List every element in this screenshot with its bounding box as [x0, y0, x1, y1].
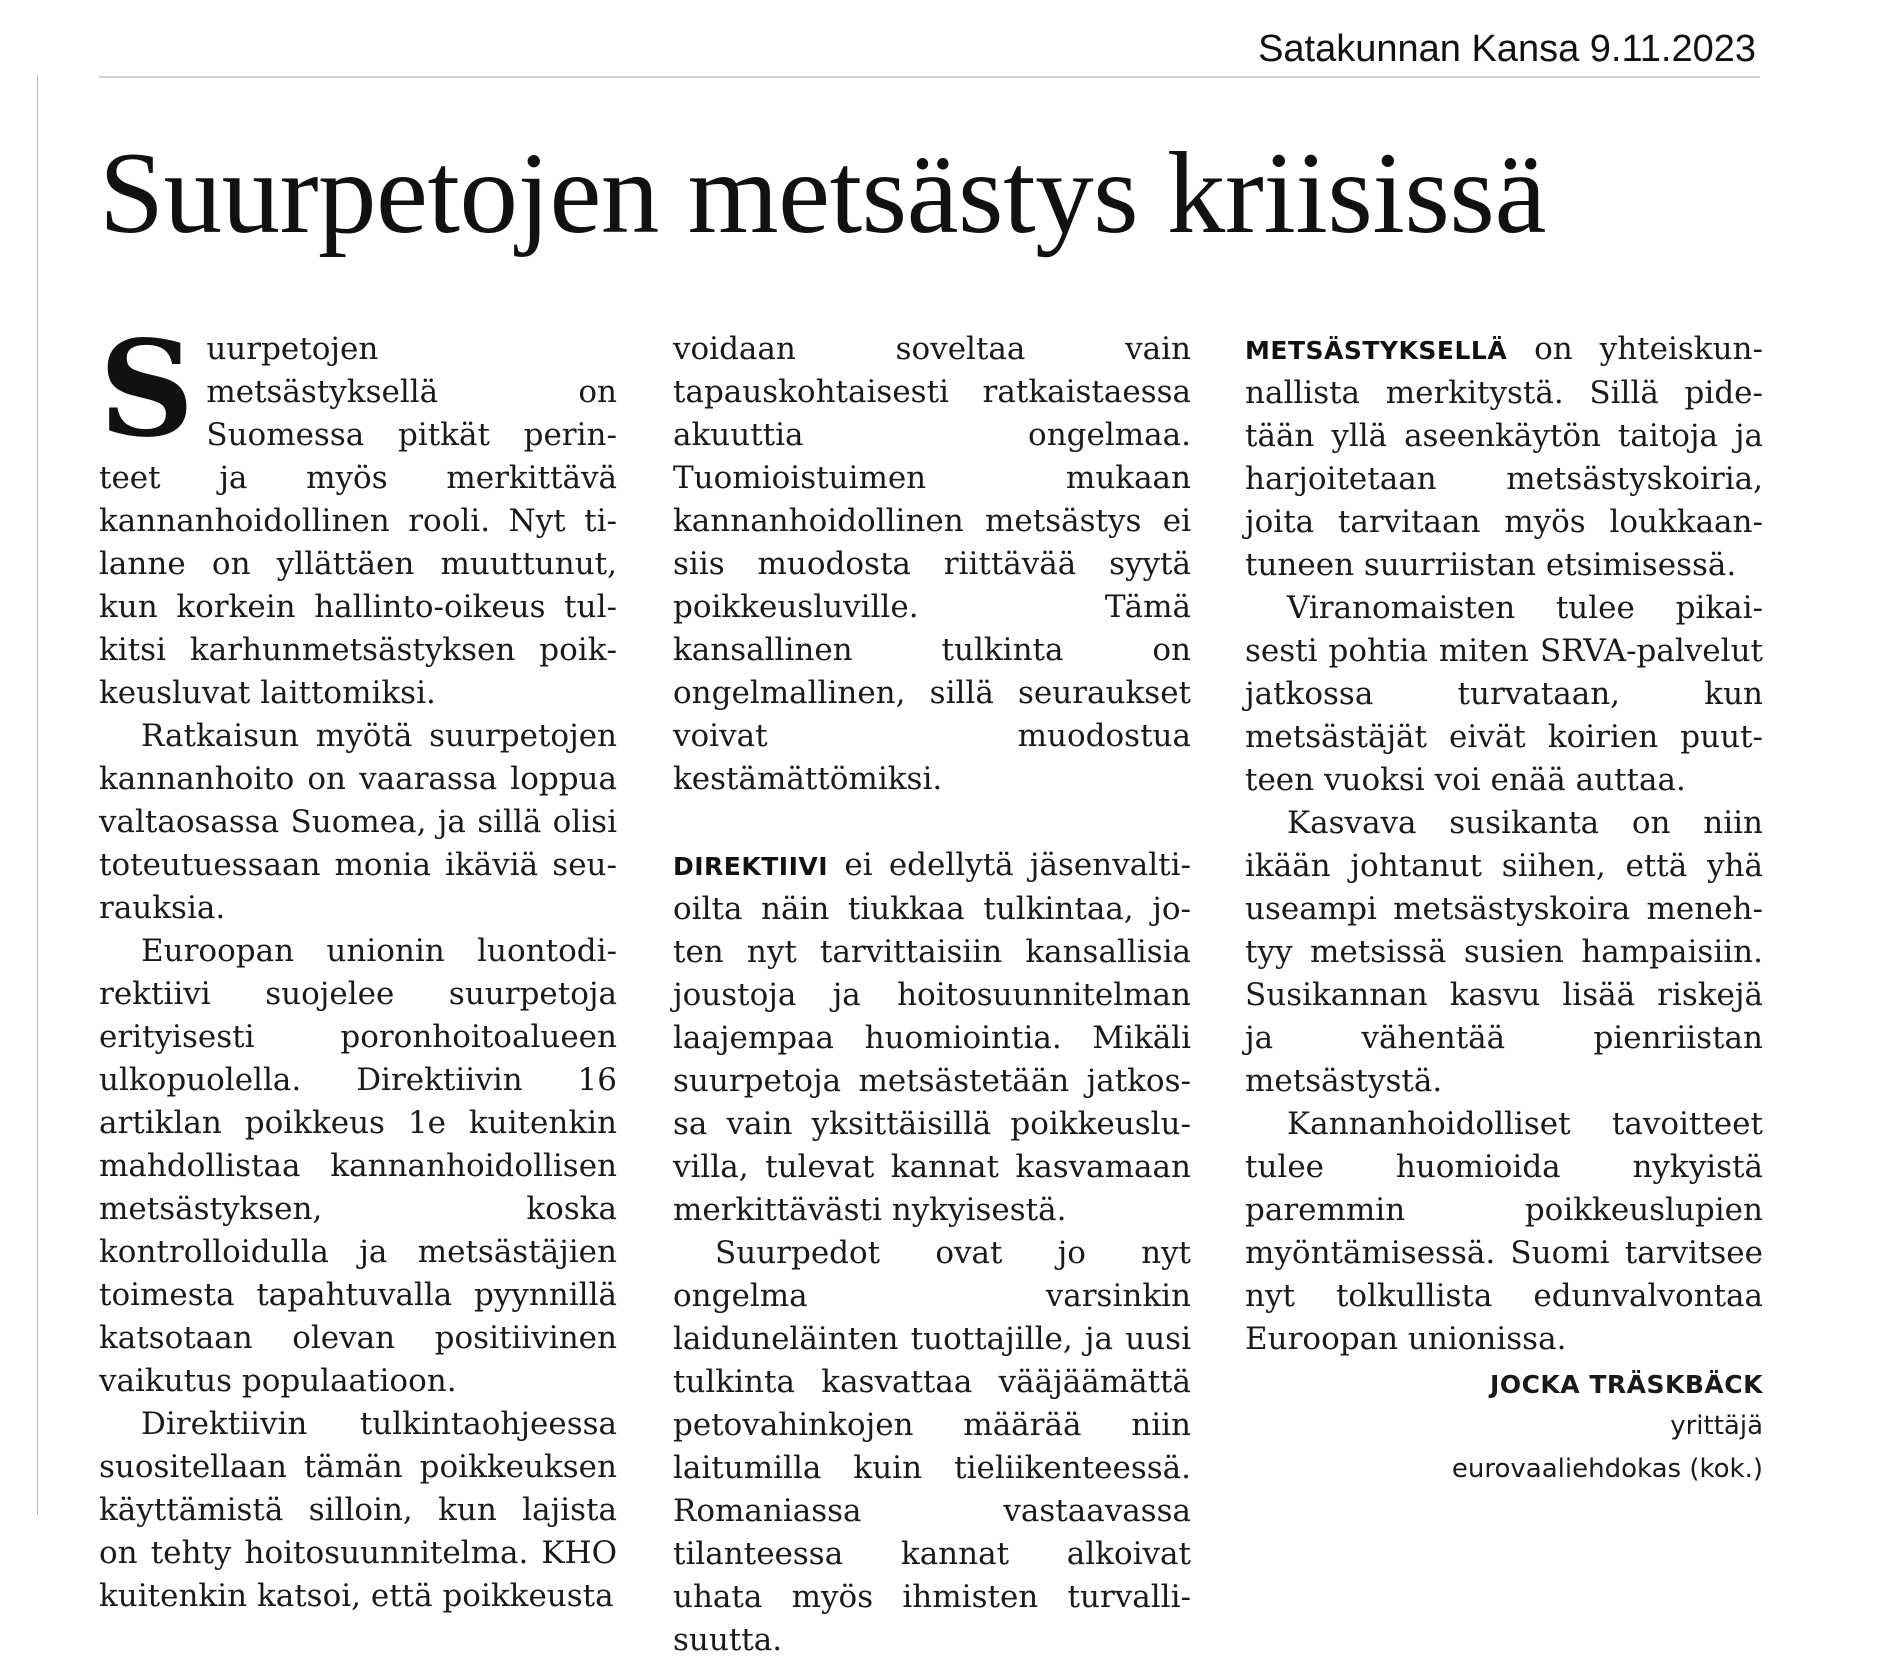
paragraph-1-text: uurpetojen metsästyksellä on Suomessa pitkät perinteet ja myös merkittävä kannanhoidollinen rooli. Nyt tilanne on yllättäen muuttunut, kun korkein hallinto-oikeus tulkitsi karhunmetsästyksen poikkeusluvat laittomiksi.	[99, 331, 617, 711]
paragraph-2: Ratkaisun myötä suurpetojen kannanhoito on vaarassa loppua valtaosassa Suomea, ja sillä olisi toteutuessaan monia ikäviä seurauksia.	[99, 718, 617, 926]
article-column-3	[1245, 328, 1763, 1491]
section-2-text: ei edellytä jäsenvaltioilta näin tiukkaa tulkintaa, joten nyt tarvittaisiin kansallisia joustoja ja hoitosuunnitelman laajempaa huomiointia. Mikäli suurpetoja metsästetään jatkossa vain yksittäisillä poikkeusluvilla, tulevat kannat kasvamaan merkittävästi nykyisestä.	[673, 847, 1191, 1228]
paragraph-3: Euroopan unionin luontodirektiivi suojelee suurpetoja erityisesti poronhoitoalueen ulkopuolella. Direktiivin 16 artiklan poikkeus 1e kuitenkin mahdollistaa kannanhoidollisen metsästyksen, koska kontrolloidulla ja metsästäjien toimesta tapahtuvalla pyynnillä katsotaan olevan positiivinen vaikutus populaatioon.	[99, 933, 617, 1399]
section-3-lead-word: METSÄSTYKSELLÄ	[1245, 336, 1508, 365]
section-2-paragraph	[673, 844, 1191, 1232]
paragraph-1	[99, 312, 617, 715]
paragraph-5: voidaan soveltaa vain tapauskohtaisesti ratkaistaessa akuuttia ongelmaa. Tuomioistuimen mukaan kannanhoidollinen metsästys ei siis muodosta riittävää syytä poikkeusluville. Tämä kansallinen tulkinta on ongelmallinen, sillä seuraukset voivat muodostua kestämättömiksi.	[673, 331, 1191, 797]
drop-cap: S	[99, 312, 195, 467]
section-3-paragraph	[1245, 328, 1763, 587]
byline-role-2: eurovaaliehdokas (kok.)	[1451, 1454, 1763, 1484]
byline-role-1: yrittäjä	[1670, 1411, 1763, 1441]
section-2-lead-word: DIREKTIIVI	[673, 852, 829, 881]
source-dateline: Satakunnan Kansa 9.11.2023	[1258, 28, 1756, 70]
paragraph-11: Kannanhoidolliset tavoitteet tulee huomioida nykyistä paremmin poikkeuslupien myöntämisessä. Suomi tarvitsee nyt tolkullista edunvalvontaa Euroopan unionissa.	[1245, 1106, 1763, 1357]
left-margin-rule	[37, 75, 38, 1515]
paragraph-7: Suurpedot ovat jo nyt ongelma varsinkin laiduneläinten tuottajille, ja uusi tulkinta kasvattaa vääjäämättä petovahinkojen määrää niin laitumilla kuin tieliikenteessä. Romaniassa vastaavassa tilanteessa kannat alkoivat uhata myös ihmisten turvallisuutta.	[673, 1235, 1191, 1658]
paragraph-9: Viranomaisten tulee pikaisesti pohtia miten SRVA-palvelut jatkossa turvataan, kun metsästäjät eivät koirien puutteen vuoksi voi enää auttaa.	[1245, 590, 1763, 798]
header-divider	[99, 76, 1760, 78]
article-headline: Suurpetojen metsästys kriisissä	[99, 129, 1546, 258]
byline	[1245, 1365, 1763, 1491]
section-3-text: on yhteiskunnallista merkitystä. Sillä pidetään yllä aseenkäytön taitoja ja harjoitetaan metsästyskoiria, joita tarvitaan myös loukkaantuneen suurriistan etsimisessä.	[1245, 331, 1763, 583]
paragraph-4: Direktiivin tulkintaohjeessa suositellaan tämän poikkeuksen käyttämistä silloin, kun lajista on tehty hoitosuunnitelma. KHO kuitenkin katsoi, että poikkeusta	[99, 1406, 617, 1614]
byline-author: JOCKA TRÄSKBÄCK	[1490, 1370, 1763, 1399]
paragraph-10: Kasvava susikanta on niin ikään johtanut siihen, että yhä useampi metsästyskoira menehtyy metsissä susien hampaisiin. Susikannan kasvu lisää riskejä ja vähentää pienriistan metsästystä.	[1245, 805, 1763, 1099]
article-column-2	[673, 328, 1191, 1662]
article-column-1	[99, 312, 617, 1618]
